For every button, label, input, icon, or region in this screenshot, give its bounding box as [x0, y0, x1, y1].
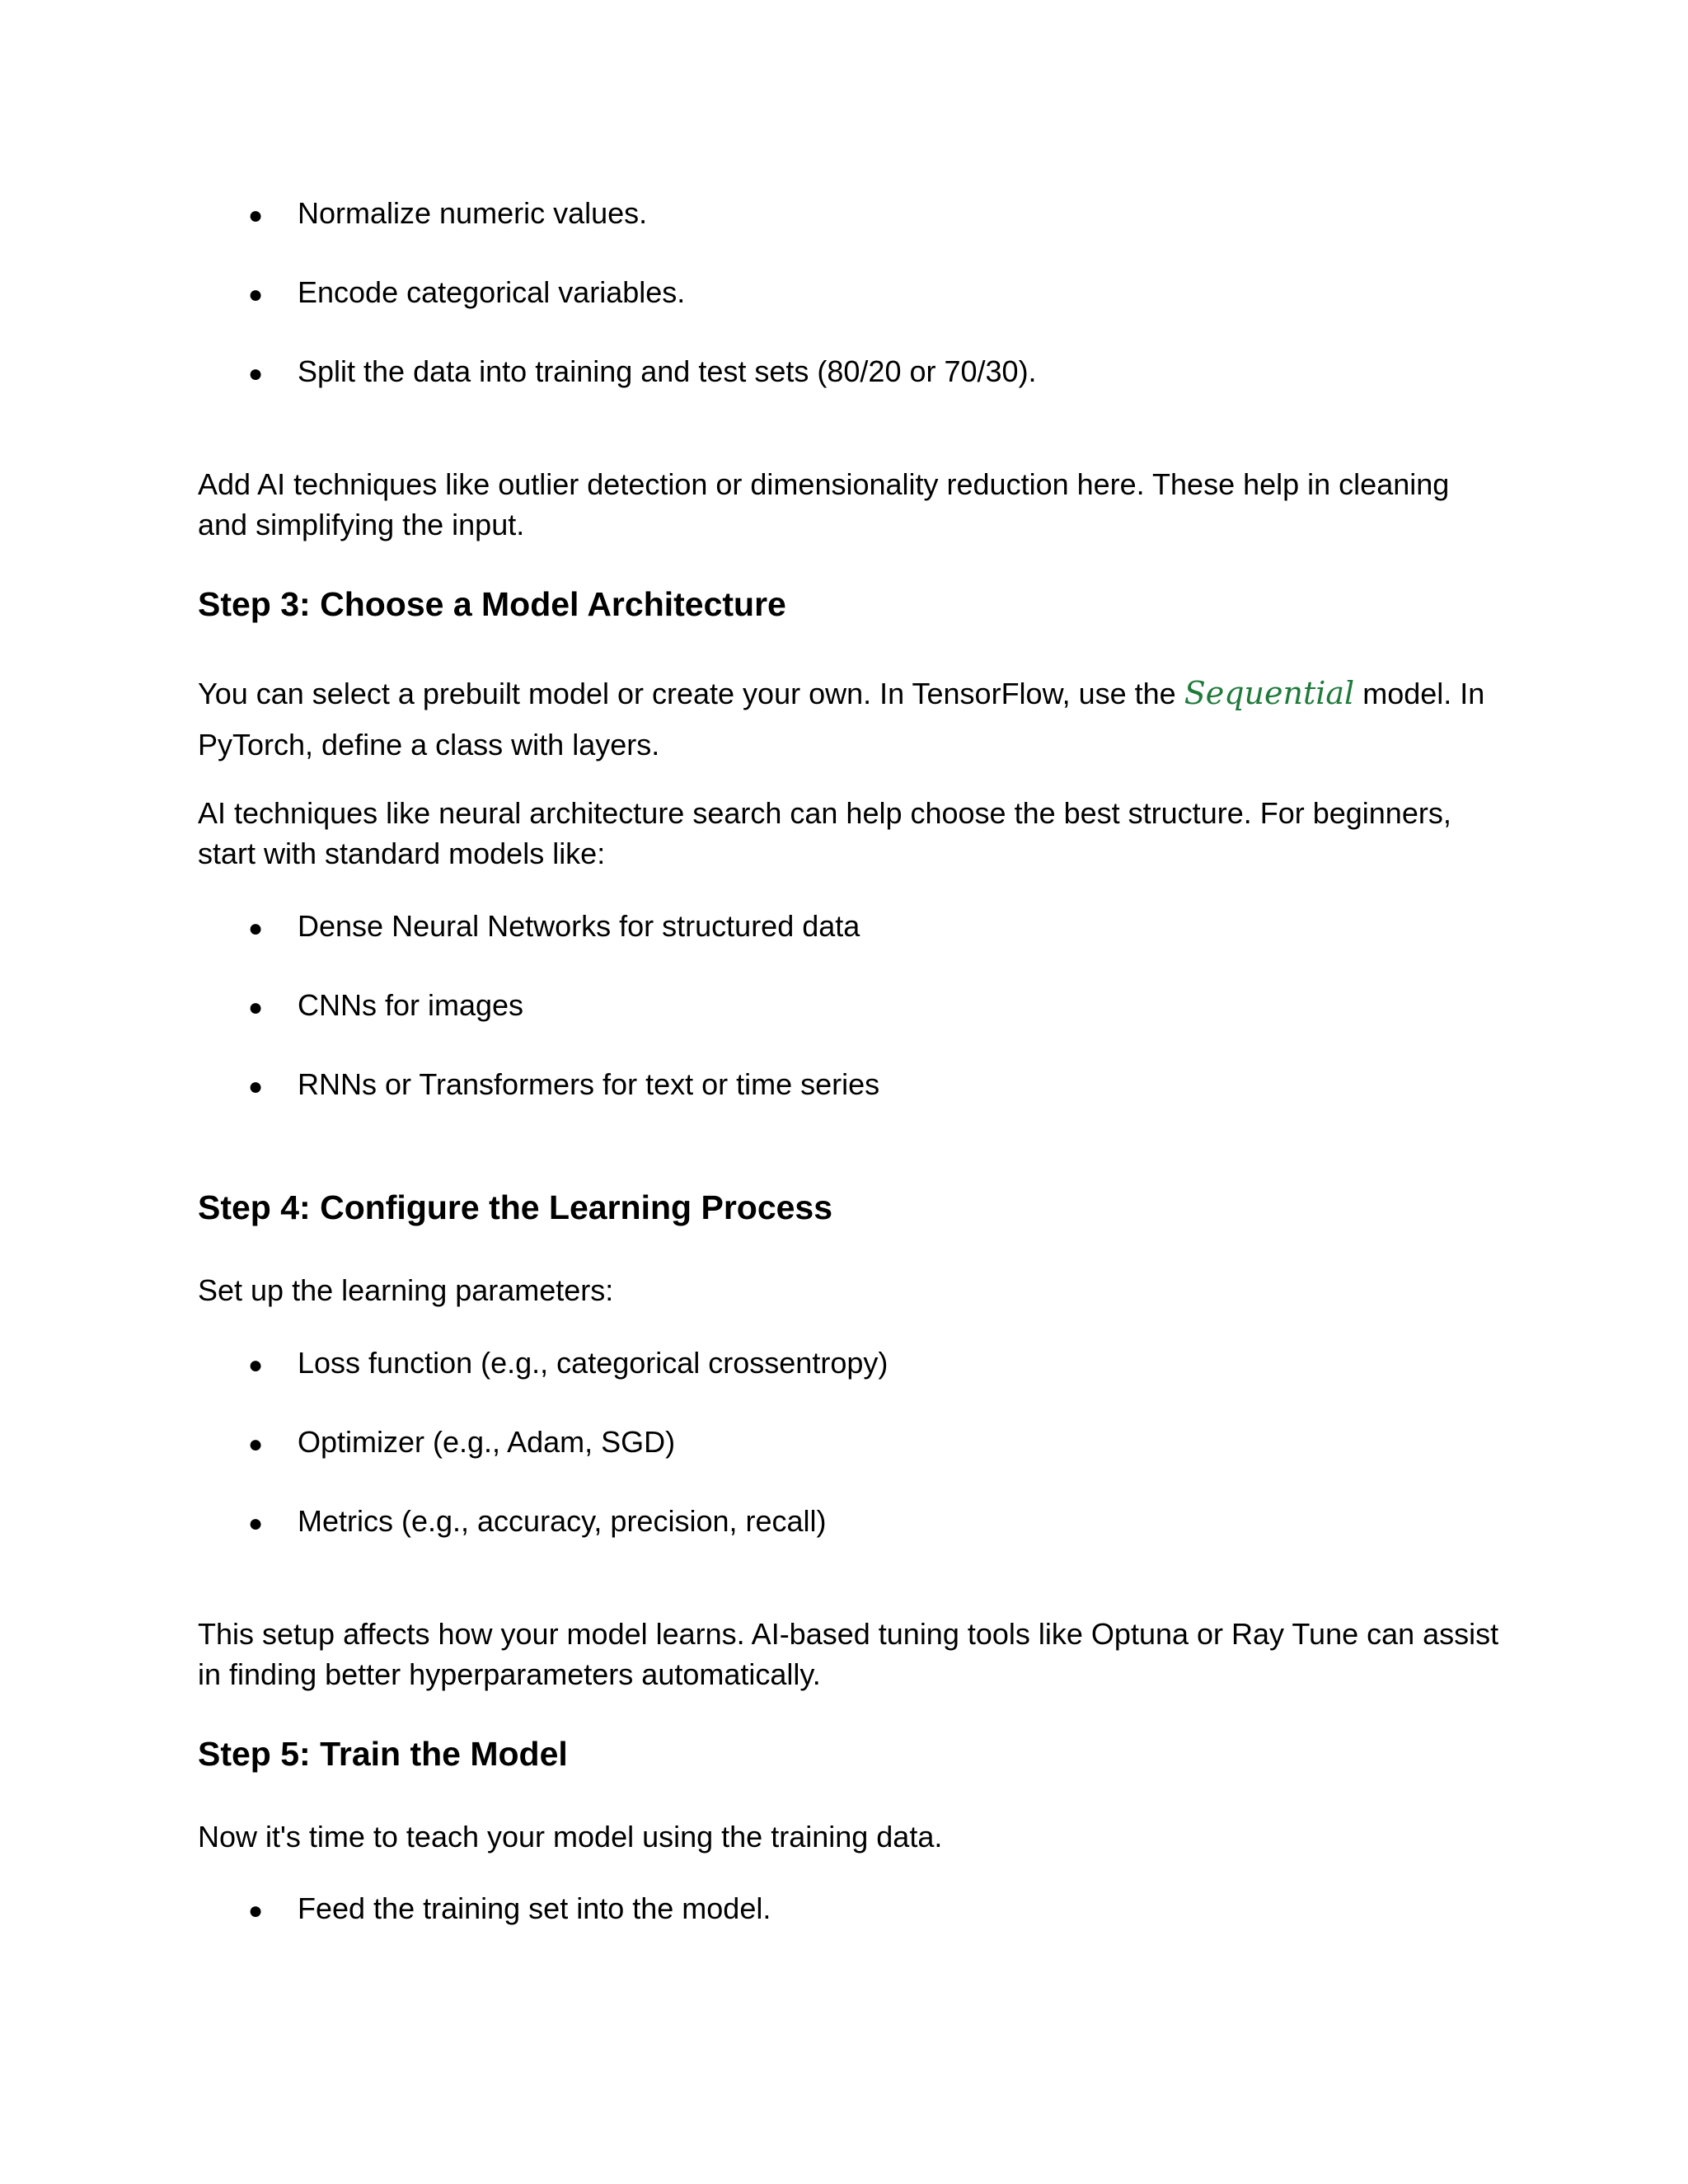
list-item — [248, 194, 647, 236]
paragraph-ai-techniques: Add AI techniques like outlier detection or dimensionality reduction here. These help in cleaning and simplifying the input. — [198, 467, 1450, 541]
list-item-text: Metrics (e.g., accuracy, precision, recall) — [298, 1504, 827, 1538]
list-item-text: Encode categorical variables. — [298, 275, 686, 309]
list-item — [248, 1889, 771, 1931]
list-item-text: Dense Neural Networks for structured data — [298, 909, 860, 943]
bullet-icon: ● — [248, 202, 264, 229]
paragraph-text: model. In PyTorch, define a class with layers. — [198, 677, 1485, 762]
list-item — [248, 1065, 879, 1107]
bullet-icon: ● — [248, 994, 264, 1021]
list-item-text: Optimizer (e.g., Adam, SGD) — [298, 1425, 676, 1459]
code-sequential: Sequential — [1184, 675, 1355, 711]
list-item-text: CNNs for images — [298, 988, 524, 1022]
paragraph-step-4-detail: This setup affects how your model learns. AI-based tuning tools like Optuna or Ray Tune can assist in finding better hyperparameters automatically. — [198, 1617, 1499, 1691]
paragraph-step-4-intro: Set up the learning parameters: — [198, 1273, 614, 1307]
bullet-icon: ● — [248, 1352, 264, 1379]
heading-step-3: Step 3: Choose a Model Architecture — [198, 585, 786, 623]
list-item — [248, 352, 1037, 394]
bullet-icon: ● — [248, 281, 264, 308]
list-item — [248, 986, 523, 1028]
paragraph-step-3-intro — [198, 668, 1500, 771]
bullet-icon: ● — [248, 1431, 264, 1458]
list-item-text: RNNs or Transformers for text or time series — [298, 1067, 880, 1101]
list-item-text: Feed the training set into the model. — [298, 1891, 771, 1925]
list-item — [248, 1422, 675, 1465]
heading-step-4: Step 4: Configure the Learning Process — [198, 1188, 833, 1226]
list-item — [248, 907, 860, 949]
list-item — [248, 1502, 827, 1544]
list-item-text: Normalize numeric values. — [298, 196, 648, 230]
bullet-icon: ● — [248, 1510, 264, 1537]
list-item — [248, 1343, 888, 1385]
list-item-text: Split the data into training and test sets (80/20 or 70/30). — [298, 354, 1037, 388]
heading-step-5: Step 5: Train the Model — [198, 1735, 568, 1773]
bullet-icon: ● — [248, 1073, 264, 1100]
bullet-icon: ● — [248, 360, 264, 387]
list-item — [248, 273, 685, 315]
paragraph-step-3-detail: AI techniques like neural architecture search can help choose the best structure. For beginners, start with standard models like: — [198, 796, 1451, 870]
bullet-icon: ● — [248, 915, 264, 942]
paragraph-step-5-intro: Now it's time to teach your model using the training data. — [198, 1820, 943, 1854]
paragraph-text: You can select a prebuilt model or create your own. In TensorFlow, use the — [198, 677, 1184, 710]
bullet-icon: ● — [248, 1897, 264, 1924]
list-item-text: Loss function (e.g., categorical crossentropy) — [298, 1346, 889, 1380]
